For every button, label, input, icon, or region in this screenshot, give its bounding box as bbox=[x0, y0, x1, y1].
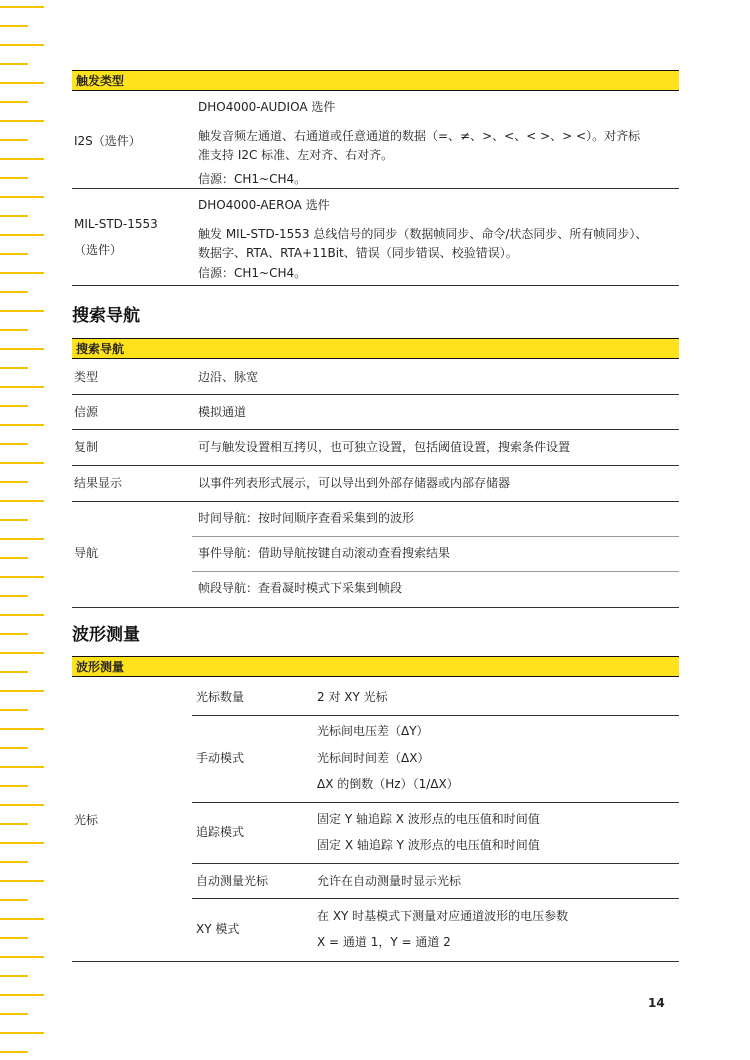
row-text: DHO4000-AUDIOA 选件 bbox=[198, 100, 336, 114]
margin-stripe bbox=[0, 462, 44, 464]
measure-heading: 波形测量 bbox=[72, 625, 140, 645]
table-row bbox=[72, 395, 679, 430]
item-value: 光标间时间差（ΔX） bbox=[317, 751, 430, 765]
row-value: 以事件列表形式展示，可以导出到外部存储器或内部存储器 bbox=[198, 476, 511, 490]
item-value: 在 XY 时基模式下测量对应通道波形的电压参数 bbox=[317, 909, 569, 923]
margin-stripe bbox=[0, 139, 28, 141]
row-text: 准支持 I2C 标准、左对齐、右对齐。 bbox=[198, 148, 394, 162]
margin-stripe bbox=[0, 557, 28, 559]
item-value: 固定 X 轴追踪 Y 波形点的电压值和时间值 bbox=[317, 838, 540, 852]
margin-stripe bbox=[0, 310, 44, 312]
page-number: 14 bbox=[648, 996, 665, 1010]
row-text: 触发 MIL-STD-1553 总线信号的同步（数据帧同步、命令/状态同步、所有帧同步）、 bbox=[198, 227, 648, 241]
row-label: 信源 bbox=[74, 405, 99, 419]
margin-stripe bbox=[0, 6, 44, 8]
row-label: MIL-STD-1553 bbox=[74, 217, 158, 231]
trigger-section-bar: 触发类型 bbox=[72, 70, 679, 91]
row-value: 帧段导航：查看凝时模式下采集到帧段 bbox=[198, 581, 403, 595]
margin-stripe bbox=[0, 804, 44, 806]
margin-stripe bbox=[0, 215, 28, 217]
search-section-bar: 搜索导航 bbox=[72, 338, 679, 359]
margin-stripe bbox=[0, 595, 28, 597]
item-name: 手动模式 bbox=[196, 751, 245, 765]
table-row bbox=[72, 466, 679, 502]
table-row bbox=[72, 91, 679, 189]
item-value: ΔX 的倒数（Hz）（1/ΔX） bbox=[317, 777, 459, 791]
row-value: 事件导航：借助导航按键自动滚动查看搜索结果 bbox=[198, 546, 451, 560]
margin-stripe bbox=[0, 1032, 44, 1034]
row-label: 结果显示 bbox=[74, 476, 123, 490]
margin-stripe bbox=[0, 291, 28, 293]
margin-stripe bbox=[0, 652, 44, 654]
row-value: 时间导航：按时间顺序查看采集到的波形 bbox=[198, 511, 415, 525]
margin-stripe bbox=[0, 253, 28, 255]
item-value: 2 对 XY 光标 bbox=[317, 690, 388, 704]
table-row bbox=[72, 189, 679, 286]
row-label: 复制 bbox=[74, 440, 99, 454]
row-label: I2S（选件） bbox=[74, 134, 141, 148]
divider bbox=[192, 898, 679, 899]
row-text: DHO4000-AEROA 选件 bbox=[198, 198, 330, 212]
item-value: 允许在自动测量时显示光标 bbox=[317, 874, 462, 888]
margin-stripe bbox=[0, 937, 28, 939]
margin-stripe bbox=[0, 709, 28, 711]
margin-stripe bbox=[0, 234, 44, 236]
margin-stripe bbox=[0, 329, 28, 331]
margin-stripe bbox=[0, 177, 28, 179]
margin-stripe bbox=[0, 101, 28, 103]
row-value: 边沿、脉宽 bbox=[198, 370, 259, 384]
margin-stripe bbox=[0, 728, 44, 730]
margin-stripe bbox=[0, 918, 44, 920]
margin-stripe bbox=[0, 861, 28, 863]
trigger-type-table bbox=[72, 70, 679, 280]
margin-stripe bbox=[0, 405, 28, 407]
margin-stripe bbox=[0, 576, 44, 578]
margin-stripe bbox=[0, 25, 28, 27]
divider bbox=[192, 571, 679, 572]
row-value: 可与触发设置相互拷贝，也可独立设置，包括阈值设置，搜索条件设置 bbox=[198, 440, 571, 454]
margin-stripe bbox=[0, 538, 44, 540]
row-text: 触发音频左通道、右通道或任意通道的数据（=、≠、>、<、< >、> <）。对齐标 bbox=[198, 129, 641, 143]
margin-stripe bbox=[0, 880, 44, 882]
margin-stripe bbox=[0, 823, 28, 825]
margin-stripe bbox=[0, 1051, 28, 1053]
margin-stripe bbox=[0, 443, 28, 445]
margin-stripe bbox=[0, 158, 44, 160]
margin-stripe bbox=[0, 1013, 28, 1015]
nav-row bbox=[72, 502, 679, 608]
row-label: （选件） bbox=[74, 243, 123, 257]
margin-stripe bbox=[0, 481, 28, 483]
search-table bbox=[72, 338, 679, 595]
margin-stripe bbox=[0, 519, 28, 521]
item-value: X = 通道 1，Y = 通道 2 bbox=[317, 935, 451, 949]
table-row bbox=[72, 430, 679, 466]
item-name: 自动测量光标 bbox=[196, 874, 269, 888]
search-heading: 搜索导航 bbox=[72, 306, 140, 326]
group-label: 光标 bbox=[74, 813, 99, 827]
margin-stripe bbox=[0, 196, 44, 198]
row-value: 模拟通道 bbox=[198, 405, 247, 419]
margin-stripe bbox=[0, 44, 44, 46]
margin-stripe bbox=[0, 899, 28, 901]
margin-stripe bbox=[0, 956, 44, 958]
margin-stripe bbox=[0, 120, 44, 122]
margin-stripe bbox=[0, 348, 44, 350]
margin-stripe bbox=[0, 766, 44, 768]
item-name: 光标数量 bbox=[196, 690, 245, 704]
row-text: 信源：CH1~CH4。 bbox=[198, 172, 307, 186]
margin-stripe bbox=[0, 63, 28, 65]
item-value: 光标间电压差（ΔY） bbox=[317, 724, 429, 738]
margin-stripe bbox=[0, 690, 44, 692]
row-text: 信源：CH1~CH4。 bbox=[198, 266, 307, 280]
row-text: 数据字、RTA、RTA+11Bit、错误（同步错误、校验错误）。 bbox=[198, 246, 518, 260]
margin-stripe bbox=[0, 671, 28, 673]
table-row bbox=[72, 359, 679, 395]
margin-stripe bbox=[0, 500, 44, 502]
margin-stripe bbox=[0, 367, 28, 369]
measure-section-bar: 波形测量 bbox=[72, 656, 679, 677]
divider bbox=[192, 536, 679, 537]
divider bbox=[192, 863, 679, 864]
divider bbox=[192, 802, 679, 803]
margin-stripe bbox=[0, 386, 44, 388]
margin-stripe bbox=[0, 785, 28, 787]
margin-stripe bbox=[0, 842, 44, 844]
margin-stripe bbox=[0, 633, 28, 635]
row-label: 导航 bbox=[74, 546, 99, 560]
item-value: 固定 Y 轴追踪 X 波形点的电压值和时间值 bbox=[317, 812, 540, 826]
margin-stripe bbox=[0, 994, 44, 996]
item-name: XY 模式 bbox=[196, 922, 240, 936]
margin-stripes bbox=[0, 0, 44, 1060]
margin-stripe bbox=[0, 424, 44, 426]
measure-table bbox=[72, 656, 679, 949]
divider bbox=[192, 715, 679, 716]
margin-stripe bbox=[0, 747, 28, 749]
row-label: 类型 bbox=[74, 370, 99, 384]
item-name: 追踪模式 bbox=[196, 825, 245, 839]
margin-stripe bbox=[0, 614, 44, 616]
margin-stripe bbox=[0, 272, 44, 274]
margin-stripe bbox=[0, 82, 44, 84]
margin-stripe bbox=[0, 975, 28, 977]
cursor-group bbox=[72, 677, 679, 962]
